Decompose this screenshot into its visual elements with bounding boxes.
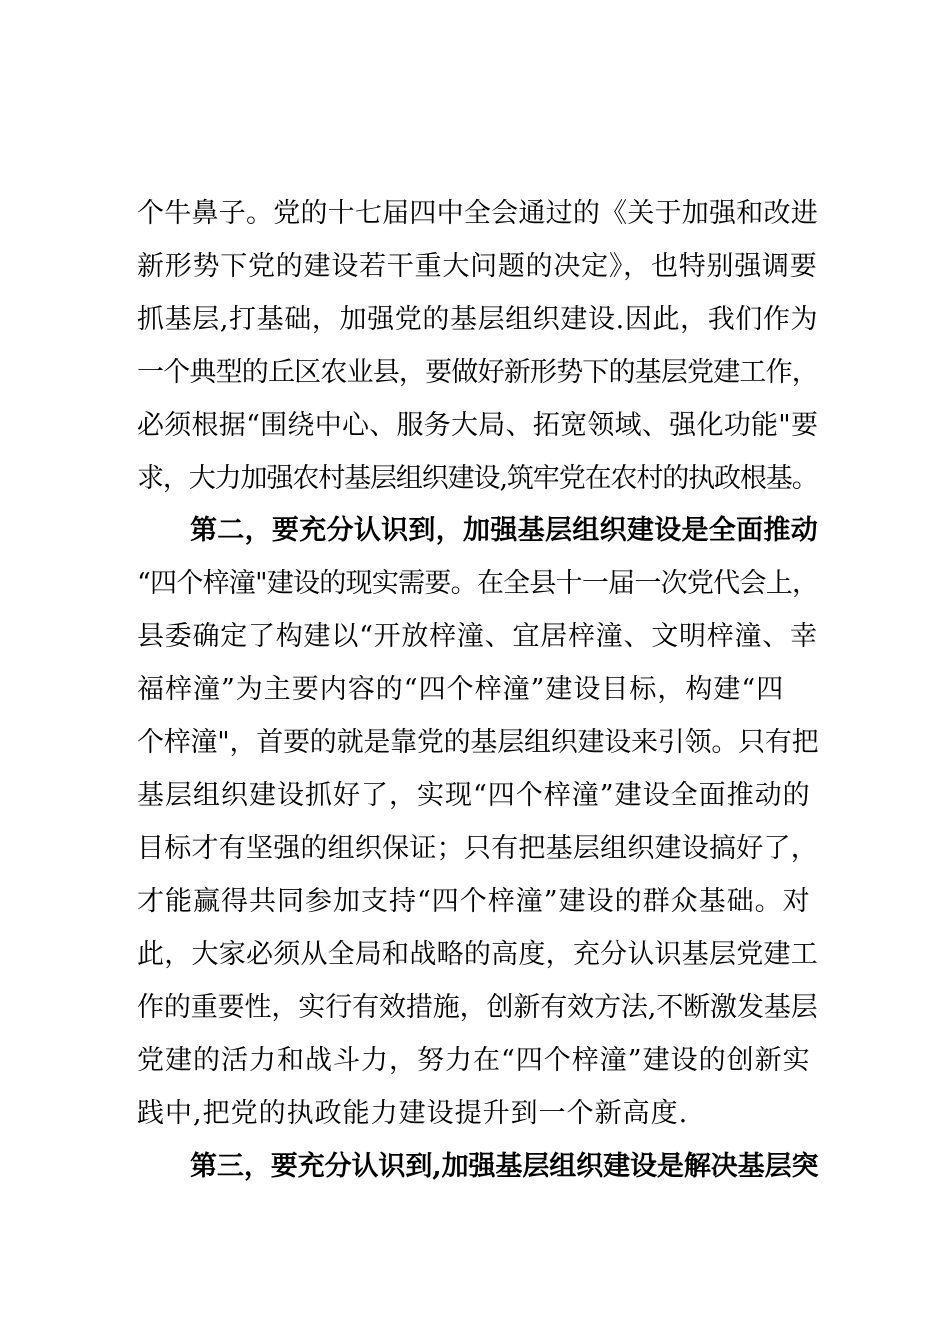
text-line: 目标才有坚强的组织保证；只有把基层组织建设搞好了， bbox=[137, 833, 818, 864]
text-line: 党建的活力和战斗力，努力在“四个梓潼”建设的创新实 bbox=[137, 1045, 811, 1076]
text-line: 个牛鼻子。党的十七届四中全会通过的《关于加强和改进 bbox=[137, 198, 818, 229]
text-line: 一个典型的丘区农业县，要做好新形势下的基层党建工作， bbox=[137, 357, 818, 388]
text-line: 此，大家必须从全局和战略的高度，充分认识基层党建工 bbox=[137, 939, 818, 970]
text-line: 福梓潼”为主要内容的“四个梓潼”建设目标，构建“四 bbox=[137, 674, 785, 705]
text-line: 必须根据“围绕中心、服务大局、拓宽领域、强化功能"要 bbox=[137, 410, 819, 441]
text-line: 基层组织建设抓好了，实现“四个梓潼”建设全面推动的 bbox=[137, 780, 811, 811]
text-line: 新形势下党的建设若干重大问题的决定》，也特别强调要 bbox=[137, 251, 818, 282]
text-line: 抓基层,打基础，加强党的基层组织建设.因此，我们作为 bbox=[137, 304, 819, 335]
section-heading-line: 第三，要充分认识到,加强基层组织建设是解决基层突 bbox=[190, 1151, 819, 1182]
text-line: 县委确定了构建以“开放梓潼、宜居梓潼、文明梓潼、幸 bbox=[137, 621, 818, 652]
text-line: 个梓潼"，首要的就是靠党的基层组织建设来引领。只有把 bbox=[137, 727, 819, 758]
text-line: 践中,把党的执政能力建设提升到一个新高度. bbox=[137, 1098, 689, 1129]
text-line: 作的重要性，实行有效措施，创新有效方法,不断激发基层 bbox=[137, 992, 818, 1023]
section-heading-line: 第二，要充分认识到，加强基层组织建设是全面推动 bbox=[190, 515, 818, 546]
text-line: “四个梓潼"建设的现实需要。在全县十一届一次党代会上， bbox=[137, 568, 819, 599]
text-line: 才能赢得共同参加支持“四个梓潼”建设的群众基础。对 bbox=[137, 886, 811, 917]
text-line: 求，大力加强农村基层组织建设,筑牢党在农村的执政根基。 bbox=[137, 463, 818, 494]
